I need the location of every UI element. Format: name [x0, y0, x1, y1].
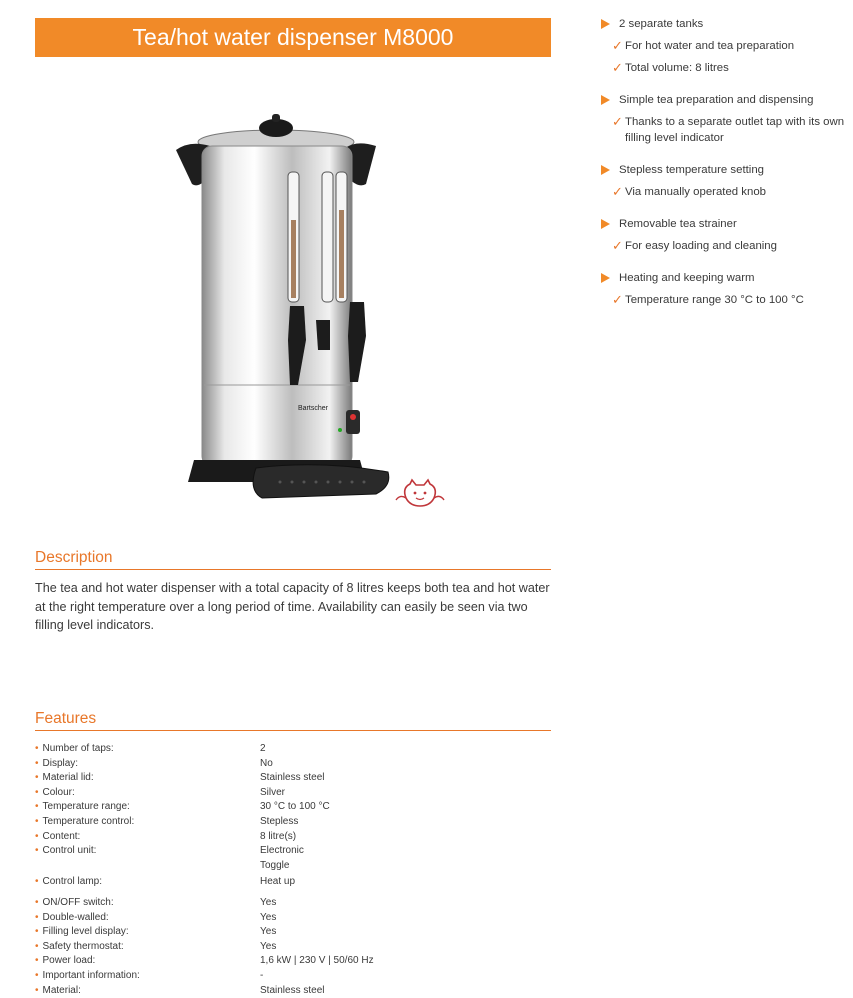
feature-row [35, 742, 555, 757]
feature-label-text: Display: [43, 758, 79, 769]
bullet-icon: • [35, 941, 39, 952]
feature-label [35, 925, 260, 940]
orange-triangle-icon [601, 165, 610, 175]
feature-value: Yes [260, 911, 555, 926]
feature-label-text: Number of taps: [43, 743, 114, 754]
highlight-group [600, 270, 850, 308]
highlight-group [600, 162, 850, 200]
cat-face-icon [396, 480, 444, 506]
highlight-heading-text: 2 separate tanks [619, 16, 703, 32]
bullet-icon: • [35, 787, 39, 798]
feature-label-text: Important information: [43, 970, 140, 981]
feature-label [35, 969, 260, 984]
orange-triangle-icon [601, 19, 610, 29]
feature-value: Stainless steel [260, 771, 555, 786]
feature-label-text: Control lamp: [43, 876, 102, 887]
feature-value: Stainless steel [260, 984, 555, 998]
feature-value: Yes [260, 896, 555, 911]
feature-value: Stepless [260, 815, 555, 830]
feature-label [35, 844, 260, 873]
product-title: Tea/hot water dispenser M8000 [133, 24, 454, 51]
highlight-heading [600, 16, 850, 32]
feature-row [35, 940, 555, 955]
feature-label [35, 875, 260, 890]
description-text: The tea and hot water dispenser with a total capacity of 8 litres keeps both tea and hot water at the right temperature over a long period of time. Availability can easily be seen via two filling level indicators. [35, 579, 555, 635]
highlight-subitem-text: For easy loading and cleaning [625, 238, 777, 254]
orange-triangle-icon [601, 95, 610, 105]
highlight-heading [600, 270, 850, 286]
bullet-icon: • [35, 758, 39, 769]
feature-label-text: Material: [43, 985, 81, 996]
brand-logo: Bartscher [298, 405, 329, 412]
bullet-icon: • [35, 801, 39, 812]
highlight-subitem-text: For hot water and tea preparation [625, 38, 794, 54]
bullet-icon: • [35, 743, 39, 754]
check-icon: ✓ [612, 238, 625, 254]
feature-row [35, 875, 555, 890]
feature-label-text: Power load: [43, 955, 96, 966]
feature-label [35, 954, 260, 969]
feature-row [35, 896, 555, 911]
highlight-subitem-text: Temperature range 30 °C to 100 °C [625, 292, 804, 308]
highlight-heading [600, 162, 850, 178]
highlight-group [600, 16, 850, 76]
features-heading: Features [35, 710, 551, 731]
feature-row [35, 844, 555, 873]
feature-row [35, 911, 555, 926]
feature-row [35, 925, 555, 940]
highlight-subitem [612, 60, 850, 76]
feature-label-text: ON/OFF switch: [43, 897, 114, 908]
highlight-subitem [612, 38, 850, 54]
highlight-subitem-text: Total volume: 8 litres [625, 60, 729, 76]
product-image [170, 110, 460, 520]
bullet-icon: • [35, 772, 39, 783]
feature-row [35, 800, 555, 815]
feature-label-text: Temperature control: [43, 816, 135, 827]
feature-label [35, 800, 260, 815]
feature-label [35, 757, 260, 772]
feature-value: 8 litre(s) [260, 830, 555, 845]
feature-label [35, 786, 260, 801]
feature-value: Yes [260, 940, 555, 955]
highlights-column [600, 16, 850, 324]
feature-label-text: Control unit: [43, 845, 97, 856]
feature-label [35, 896, 260, 911]
feature-label [35, 771, 260, 786]
highlight-heading-text: Stepless temperature setting [619, 162, 764, 178]
product-title-bar [35, 18, 551, 57]
feature-label-text: Double-walled: [43, 912, 109, 923]
check-icon: ✓ [612, 60, 625, 76]
highlight-group [600, 92, 850, 146]
highlight-subitem-text: Thanks to a separate outlet tap with its own filling level indicator [625, 114, 850, 146]
feature-label [35, 830, 260, 845]
feature-label-text: Colour: [43, 787, 75, 798]
check-icon: ✓ [612, 38, 625, 54]
feature-label [35, 742, 260, 757]
feature-label-text: Temperature range: [43, 801, 130, 812]
features-list [35, 742, 555, 998]
bullet-icon: • [35, 816, 39, 827]
highlight-heading [600, 92, 850, 108]
highlight-heading-text: Heating and keeping warm [619, 270, 755, 286]
feature-row [35, 969, 555, 984]
check-icon: ✓ [612, 292, 625, 308]
highlight-group [600, 216, 850, 254]
highlight-subitem [612, 184, 850, 200]
bullet-icon: • [35, 985, 39, 996]
feature-row [35, 786, 555, 801]
highlight-heading [600, 216, 850, 232]
highlight-heading-text: Simple tea preparation and dispensing [619, 92, 813, 108]
feature-value: 1,6 kW | 230 V | 50/60 Hz [260, 954, 555, 969]
feature-value: 2 [260, 742, 555, 757]
feature-row [35, 771, 555, 786]
feature-row [35, 984, 555, 998]
feature-row [35, 757, 555, 772]
feature-value: No [260, 757, 555, 772]
feature-row [35, 830, 555, 845]
feature-label-text: Filling level display: [43, 926, 129, 937]
check-icon: ✓ [612, 114, 625, 130]
feature-label [35, 940, 260, 955]
feature-label [35, 911, 260, 926]
feature-row [35, 815, 555, 830]
bullet-icon: • [35, 831, 39, 842]
feature-value: Silver [260, 786, 555, 801]
feature-label-text: Material lid: [43, 772, 94, 783]
feature-value: Heat up [260, 875, 555, 890]
feature-row [35, 954, 555, 969]
feature-label-text: Safety thermostat: [43, 941, 124, 952]
feature-value: - [260, 969, 555, 984]
highlight-subitem [612, 292, 850, 308]
highlight-subitem [612, 238, 850, 254]
description-heading: Description [35, 549, 551, 570]
feature-label [35, 815, 260, 830]
orange-triangle-icon [601, 219, 610, 229]
bullet-icon: • [35, 845, 39, 856]
highlight-subitem [612, 114, 850, 146]
bullet-icon: • [35, 926, 39, 937]
feature-value: Yes [260, 925, 555, 940]
highlight-subitem-text: Via manually operated knob [625, 184, 766, 200]
bullet-icon: • [35, 897, 39, 908]
check-icon: ✓ [612, 184, 625, 200]
feature-label-text: Content: [43, 831, 81, 842]
feature-value: Electronic Toggle [260, 844, 555, 873]
bullet-icon: • [35, 970, 39, 981]
feature-value: 30 °C to 100 °C [260, 800, 555, 815]
highlight-heading-text: Removable tea strainer [619, 216, 737, 232]
bullet-icon: • [35, 876, 39, 887]
orange-triangle-icon [601, 273, 610, 283]
bullet-icon: • [35, 912, 39, 923]
bullet-icon: • [35, 955, 39, 966]
feature-label [35, 984, 260, 998]
